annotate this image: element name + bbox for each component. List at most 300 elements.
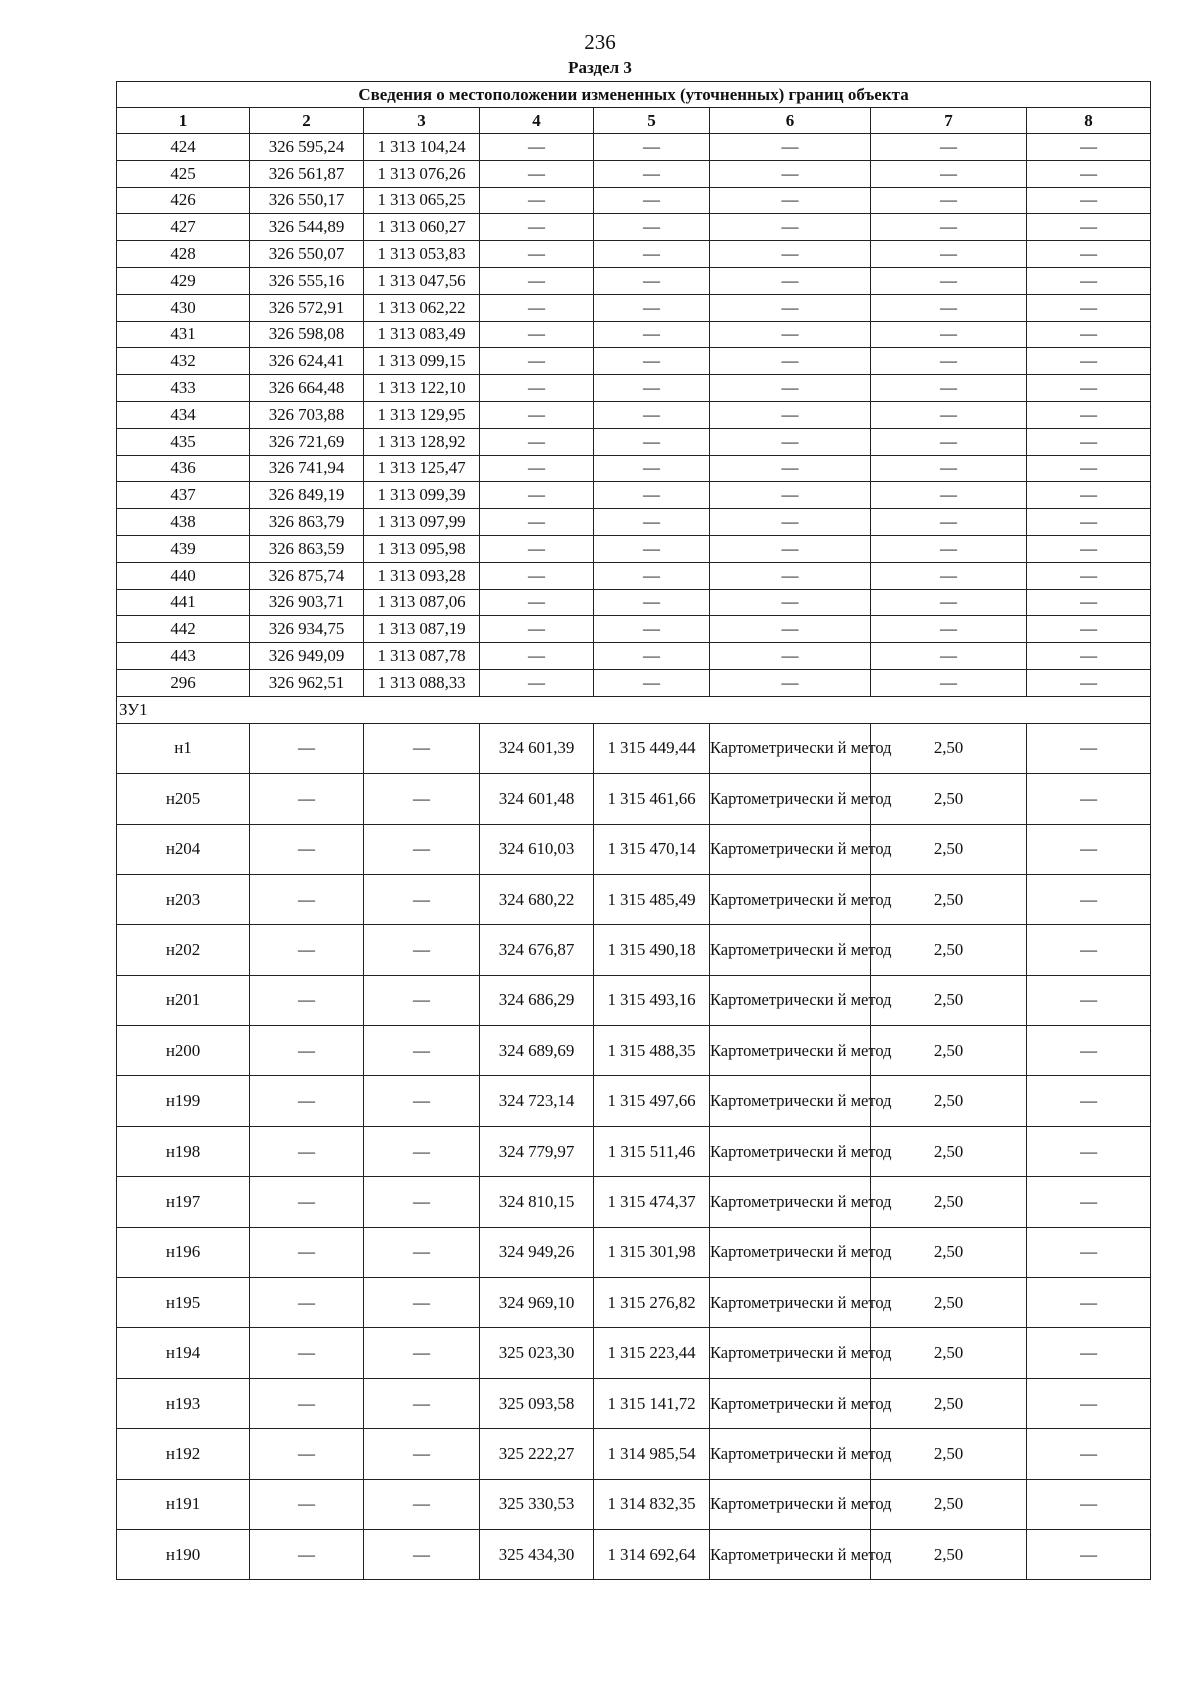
table-cell: 2,50: [871, 1227, 1027, 1277]
table-cell: 1 315 276,82: [594, 1278, 710, 1328]
table-cell: 326 664,48: [250, 375, 364, 402]
table-row: [117, 214, 1151, 241]
table-cell: —: [1027, 160, 1151, 187]
table-cell: —: [364, 1126, 480, 1176]
group-row: [117, 696, 1151, 723]
method-cell: Картометрически й метод: [710, 723, 871, 773]
table-cell: —: [710, 187, 871, 214]
table-cell: 325 330,53: [480, 1479, 594, 1529]
table-cell: 434: [117, 401, 250, 428]
table-cell: —: [480, 428, 594, 455]
table-cell: —: [364, 925, 480, 975]
table-cell: 441: [117, 589, 250, 616]
table-cell: —: [1027, 1328, 1151, 1378]
method-cell: Картометрически й метод: [710, 975, 871, 1025]
table-cell: н199: [117, 1076, 250, 1126]
table-cell: 1 315 490,18: [594, 925, 710, 975]
table-cell: —: [594, 401, 710, 428]
table-cell: 324 969,10: [480, 1278, 594, 1328]
table-cell: 1 315 461,66: [594, 774, 710, 824]
method-cell: Картометрически й метод: [710, 1076, 871, 1126]
method-cell: Картометрически й метод: [710, 1479, 871, 1529]
table-cell: 325 434,30: [480, 1529, 594, 1579]
table-cell: —: [1027, 535, 1151, 562]
table-cell: —: [1027, 723, 1151, 773]
table-cell: —: [871, 321, 1027, 348]
table-cell: —: [871, 428, 1027, 455]
table-cell: 435: [117, 428, 250, 455]
table-cell: —: [480, 643, 594, 670]
table-cell: 424: [117, 134, 250, 161]
table-cell: —: [1027, 1278, 1151, 1328]
table-cell: —: [1027, 348, 1151, 375]
table-cell: 326 934,75: [250, 616, 364, 643]
table-cell: —: [871, 562, 1027, 589]
table-cell: —: [480, 589, 594, 616]
table-cell: —: [480, 321, 594, 348]
table-cell: —: [871, 616, 1027, 643]
table-cell: 425: [117, 160, 250, 187]
table-cell: 2,50: [871, 874, 1027, 924]
table-cell: 2,50: [871, 1177, 1027, 1227]
table-cell: 325 023,30: [480, 1328, 594, 1378]
table-cell: 1 313 095,98: [364, 535, 480, 562]
table-cell: —: [480, 669, 594, 696]
table-cell: н191: [117, 1479, 250, 1529]
table-cell: н192: [117, 1429, 250, 1479]
column-header: 7: [871, 108, 1027, 134]
table-cell: —: [871, 401, 1027, 428]
column-header: 5: [594, 108, 710, 134]
table-cell: —: [364, 723, 480, 773]
table-cell: 432: [117, 348, 250, 375]
table-cell: 1 313 099,15: [364, 348, 480, 375]
table-cell: —: [250, 1026, 364, 1076]
table-row: [117, 589, 1151, 616]
table-cell: 1 315 488,35: [594, 1026, 710, 1076]
table-cell: 326 703,88: [250, 401, 364, 428]
table-row: [117, 824, 1151, 874]
table-cell: —: [250, 1126, 364, 1176]
table-cell: —: [364, 1076, 480, 1126]
table-cell: 1 313 062,22: [364, 294, 480, 321]
table-cell: 439: [117, 535, 250, 562]
table-cell: 326 544,89: [250, 214, 364, 241]
table-cell: 2,50: [871, 1328, 1027, 1378]
table-cell: н201: [117, 975, 250, 1025]
table-row: [117, 187, 1151, 214]
table-cell: —: [1027, 267, 1151, 294]
table-caption: Сведения о местоположении измененных (уточненных) границ объекта: [117, 82, 1151, 108]
table-cell: —: [1027, 1529, 1151, 1579]
table-cell: —: [364, 1529, 480, 1579]
table-cell: 324 610,03: [480, 824, 594, 874]
table-cell: 1 313 093,28: [364, 562, 480, 589]
table-cell: 1 313 087,19: [364, 616, 480, 643]
table-cell: —: [480, 160, 594, 187]
table-cell: —: [480, 241, 594, 268]
table-cell: н197: [117, 1177, 250, 1227]
table-cell: 324 601,39: [480, 723, 594, 773]
table-cell: 326 863,79: [250, 509, 364, 536]
table-cell: 430: [117, 294, 250, 321]
table-cell: 437: [117, 482, 250, 509]
table-cell: 427: [117, 214, 250, 241]
table-cell: —: [710, 535, 871, 562]
table-cell: —: [250, 1278, 364, 1328]
table-body: [117, 82, 1151, 1580]
table-cell: —: [1027, 134, 1151, 161]
table-cell: —: [250, 1328, 364, 1378]
table-cell: 1 313 128,92: [364, 428, 480, 455]
table-cell: 1 313 099,39: [364, 482, 480, 509]
table-cell: —: [871, 348, 1027, 375]
table-cell: —: [480, 214, 594, 241]
table-cell: —: [1027, 774, 1151, 824]
table-row: [117, 428, 1151, 455]
table-cell: н205: [117, 774, 250, 824]
table-cell: 296: [117, 669, 250, 696]
table-row: [117, 669, 1151, 696]
table-cell: 2,50: [871, 1126, 1027, 1176]
table-cell: —: [710, 348, 871, 375]
table-cell: 1 314 832,35: [594, 1479, 710, 1529]
table-cell: 1 313 087,06: [364, 589, 480, 616]
table-cell: 1 315 497,66: [594, 1076, 710, 1126]
table-cell: 1 313 088,33: [364, 669, 480, 696]
table-cell: 2,50: [871, 1076, 1027, 1126]
table-cell: 325 093,58: [480, 1378, 594, 1428]
table-cell: —: [480, 455, 594, 482]
table-cell: —: [594, 562, 710, 589]
table-cell: —: [871, 241, 1027, 268]
table-cell: —: [250, 925, 364, 975]
table-cell: —: [250, 1378, 364, 1428]
table-cell: —: [1027, 187, 1151, 214]
table-row: [117, 455, 1151, 482]
table-row: [117, 1126, 1151, 1176]
table-cell: —: [1027, 401, 1151, 428]
table-cell: —: [1027, 643, 1151, 670]
table-row: [117, 1378, 1151, 1428]
table-cell: —: [871, 187, 1027, 214]
table-cell: 433: [117, 375, 250, 402]
table-cell: —: [364, 874, 480, 924]
table-cell: —: [480, 187, 594, 214]
table-cell: 324 949,26: [480, 1227, 594, 1277]
table-cell: н203: [117, 874, 250, 924]
table-row: [117, 1227, 1151, 1277]
table-cell: 1 315 493,16: [594, 975, 710, 1025]
table-cell: 1 314 692,64: [594, 1529, 710, 1579]
method-cell: Картометрически й метод: [710, 1026, 871, 1076]
table-cell: —: [710, 455, 871, 482]
table-cell: —: [871, 643, 1027, 670]
table-cell: 325 222,27: [480, 1429, 594, 1479]
table-cell: —: [871, 294, 1027, 321]
table-cell: —: [1027, 824, 1151, 874]
table-cell: 431: [117, 321, 250, 348]
table-cell: —: [1027, 874, 1151, 924]
table-cell: —: [871, 535, 1027, 562]
table-row: [117, 874, 1151, 924]
table-row: [117, 1529, 1151, 1579]
table-cell: —: [594, 455, 710, 482]
table-cell: 1 315 474,37: [594, 1177, 710, 1227]
table-cell: —: [871, 589, 1027, 616]
table-cell: —: [594, 187, 710, 214]
method-cell: Картометрически й метод: [710, 1227, 871, 1277]
table-cell: —: [1027, 241, 1151, 268]
table-cell: 324 686,29: [480, 975, 594, 1025]
table-row: [117, 1177, 1151, 1227]
method-cell: Картометрически й метод: [710, 774, 871, 824]
table-cell: 326 962,51: [250, 669, 364, 696]
table-cell: 1 313 053,83: [364, 241, 480, 268]
table-cell: 326 598,08: [250, 321, 364, 348]
table-cell: —: [871, 375, 1027, 402]
table-cell: н200: [117, 1026, 250, 1076]
table-cell: 1 315 141,72: [594, 1378, 710, 1428]
table-cell: —: [871, 214, 1027, 241]
table-row: [117, 375, 1151, 402]
table-cell: 1 315 449,44: [594, 723, 710, 773]
column-header-row: [117, 108, 1151, 134]
table-cell: 2,50: [871, 1529, 1027, 1579]
table-cell: —: [710, 669, 871, 696]
table-cell: —: [480, 134, 594, 161]
table-row: [117, 294, 1151, 321]
table-cell: 1 315 485,49: [594, 874, 710, 924]
table-cell: 324 680,22: [480, 874, 594, 924]
table-cell: —: [871, 160, 1027, 187]
table-cell: —: [1027, 669, 1151, 696]
table-cell: —: [480, 616, 594, 643]
method-cell: Картометрически й метод: [710, 1529, 871, 1579]
table-cell: —: [1027, 616, 1151, 643]
table-cell: 326 550,17: [250, 187, 364, 214]
table-cell: —: [480, 509, 594, 536]
table-row: [117, 925, 1151, 975]
table-cell: 1 315 223,44: [594, 1328, 710, 1378]
table-cell: —: [1027, 509, 1151, 536]
table-cell: —: [710, 482, 871, 509]
table-cell: 1 313 065,25: [364, 187, 480, 214]
table-cell: —: [1027, 294, 1151, 321]
table-row: [117, 774, 1151, 824]
table-cell: 326 561,87: [250, 160, 364, 187]
table-cell: —: [364, 774, 480, 824]
table-cell: —: [250, 1429, 364, 1479]
table-row: [117, 348, 1151, 375]
table-cell: —: [364, 1378, 480, 1428]
table-row: [117, 401, 1151, 428]
table-cell: н204: [117, 824, 250, 874]
table-cell: н1: [117, 723, 250, 773]
table-cell: —: [1027, 1479, 1151, 1529]
table-cell: —: [594, 321, 710, 348]
table-cell: —: [594, 134, 710, 161]
table-cell: 428: [117, 241, 250, 268]
table-row: [117, 723, 1151, 773]
table-cell: —: [710, 375, 871, 402]
table-cell: —: [594, 428, 710, 455]
table-cell: —: [1027, 428, 1151, 455]
table-cell: —: [871, 267, 1027, 294]
column-header: 6: [710, 108, 871, 134]
table-cell: 2,50: [871, 824, 1027, 874]
table-cell: —: [250, 1529, 364, 1579]
table-cell: —: [480, 348, 594, 375]
table-cell: —: [1027, 562, 1151, 589]
table-cell: —: [250, 824, 364, 874]
table-cell: 429: [117, 267, 250, 294]
table-caption-row: [117, 82, 1151, 108]
table-cell: 2,50: [871, 774, 1027, 824]
table-cell: —: [710, 428, 871, 455]
page-number: 236: [584, 30, 616, 54]
table-cell: 1 315 511,46: [594, 1126, 710, 1176]
table-cell: 1 313 125,47: [364, 455, 480, 482]
table-cell: 2,50: [871, 925, 1027, 975]
table-cell: —: [594, 375, 710, 402]
table-row: [117, 562, 1151, 589]
table-cell: —: [710, 321, 871, 348]
table-cell: —: [710, 562, 871, 589]
table-cell: —: [364, 975, 480, 1025]
table-cell: —: [364, 1278, 480, 1328]
column-header: 4: [480, 108, 594, 134]
table-cell: —: [1027, 1378, 1151, 1428]
table-cell: 1 315 301,98: [594, 1227, 710, 1277]
table-cell: н193: [117, 1378, 250, 1428]
table-cell: —: [1027, 1227, 1151, 1277]
table-cell: 2,50: [871, 1026, 1027, 1076]
table-cell: —: [1027, 321, 1151, 348]
table-cell: 326 624,41: [250, 348, 364, 375]
table-cell: —: [1027, 1076, 1151, 1126]
table-cell: н190: [117, 1529, 250, 1579]
table-cell: —: [594, 267, 710, 294]
table-cell: н196: [117, 1227, 250, 1277]
table-cell: —: [250, 774, 364, 824]
table-cell: —: [594, 509, 710, 536]
table-cell: 436: [117, 455, 250, 482]
table-cell: 326 863,59: [250, 535, 364, 562]
table-cell: —: [1027, 482, 1151, 509]
table-cell: —: [710, 214, 871, 241]
table-cell: —: [594, 241, 710, 268]
table-cell: —: [594, 616, 710, 643]
table-cell: —: [1027, 1429, 1151, 1479]
table-row: [117, 509, 1151, 536]
table-cell: —: [594, 482, 710, 509]
table-cell: 1 313 083,49: [364, 321, 480, 348]
table-cell: 1 313 122,10: [364, 375, 480, 402]
table-cell: н195: [117, 1278, 250, 1328]
table-cell: —: [1027, 375, 1151, 402]
column-header: 2: [250, 108, 364, 134]
table-cell: 324 601,48: [480, 774, 594, 824]
table-cell: 2,50: [871, 1429, 1027, 1479]
table-cell: —: [594, 669, 710, 696]
table-row: [117, 321, 1151, 348]
table-cell: 326 741,94: [250, 455, 364, 482]
method-cell: Картометрически й метод: [710, 824, 871, 874]
table-row: [117, 616, 1151, 643]
table-cell: —: [364, 824, 480, 874]
table-cell: —: [710, 616, 871, 643]
table-row: [117, 1026, 1151, 1076]
table-cell: 326 595,24: [250, 134, 364, 161]
table-row: [117, 267, 1151, 294]
table-cell: —: [594, 643, 710, 670]
table-cell: —: [710, 589, 871, 616]
table-row: [117, 134, 1151, 161]
table-cell: —: [1027, 1026, 1151, 1076]
table-cell: —: [594, 160, 710, 187]
coordinates-table: [116, 81, 1151, 1580]
table-cell: —: [364, 1429, 480, 1479]
table-cell: 2,50: [871, 975, 1027, 1025]
table-cell: —: [594, 535, 710, 562]
table-cell: —: [250, 874, 364, 924]
table-cell: 438: [117, 509, 250, 536]
table-cell: —: [364, 1227, 480, 1277]
table-cell: —: [871, 509, 1027, 536]
table-cell: 1 313 076,26: [364, 160, 480, 187]
table-cell: —: [1027, 925, 1151, 975]
method-cell: Картометрически й метод: [710, 1278, 871, 1328]
table-cell: —: [871, 669, 1027, 696]
table-row: [117, 160, 1151, 187]
table-cell: н202: [117, 925, 250, 975]
method-cell: Картометрически й метод: [710, 1126, 871, 1176]
method-cell: Картометрически й метод: [710, 925, 871, 975]
table-cell: —: [710, 643, 871, 670]
table-cell: н198: [117, 1126, 250, 1176]
table-cell: 324 779,97: [480, 1126, 594, 1176]
table-cell: 324 689,69: [480, 1026, 594, 1076]
table-cell: —: [710, 509, 871, 536]
table-cell: —: [364, 1177, 480, 1227]
table-cell: 1 313 129,95: [364, 401, 480, 428]
table-cell: —: [250, 1479, 364, 1529]
table-row: [117, 241, 1151, 268]
table-cell: 1 313 047,56: [364, 267, 480, 294]
column-header: 8: [1027, 108, 1151, 134]
column-header: 1: [117, 108, 250, 134]
table-cell: 1 314 985,54: [594, 1429, 710, 1479]
table-row: [117, 482, 1151, 509]
table-cell: —: [710, 401, 871, 428]
table-cell: —: [250, 1227, 364, 1277]
table-cell: 443: [117, 643, 250, 670]
table-cell: 324 676,87: [480, 925, 594, 975]
table-cell: 324 810,15: [480, 1177, 594, 1227]
table-row: [117, 535, 1151, 562]
table-cell: 326 949,09: [250, 643, 364, 670]
table-cell: —: [594, 214, 710, 241]
table-cell: 326 555,16: [250, 267, 364, 294]
method-cell: Картометрически й метод: [710, 1378, 871, 1428]
table-cell: 326 849,19: [250, 482, 364, 509]
table-cell: —: [364, 1026, 480, 1076]
table-cell: 1 313 104,24: [364, 134, 480, 161]
table-cell: —: [480, 294, 594, 321]
table-cell: —: [710, 134, 871, 161]
table-cell: 1 313 060,27: [364, 214, 480, 241]
